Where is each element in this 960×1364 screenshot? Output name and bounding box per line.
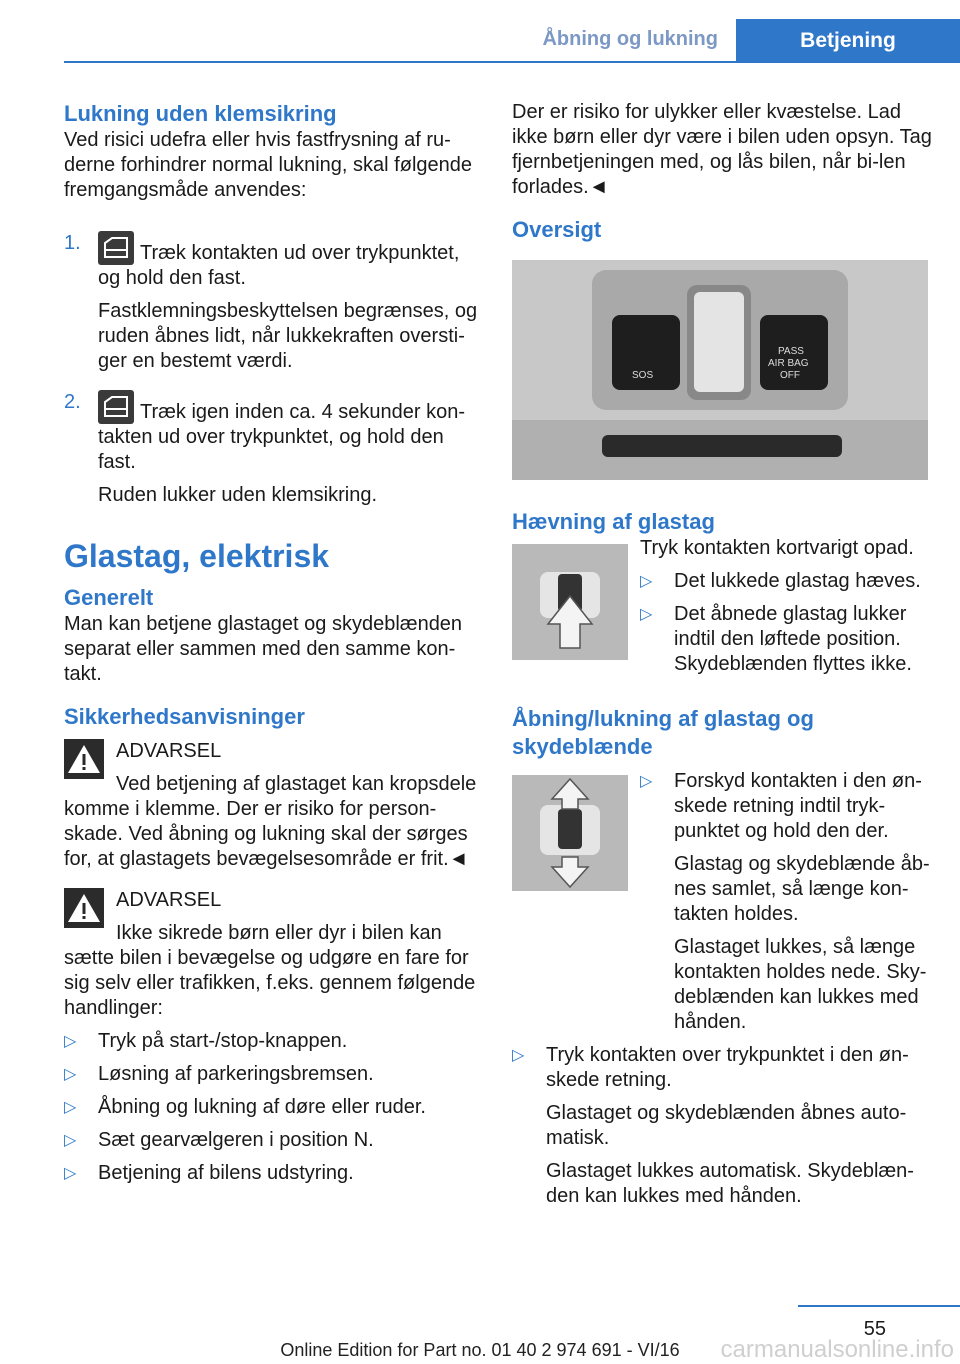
- warning-icon: [64, 739, 104, 779]
- heading-aabning: Åbning/lukning af glastag og skydeblænde: [512, 706, 814, 759]
- warning-1-text: Ved betjening af glastaget kan kropsdele: [116, 773, 477, 795]
- warning-1: [64, 739, 484, 872]
- list-item: ▷ Løsning af parkeringsbremsen.: [64, 1063, 374, 1085]
- airbag-label: AIR BAG: [768, 358, 809, 369]
- step-1-text: Træk kontakten ud over trykpunktet, og hold den fast.: [98, 242, 460, 289]
- heading-generelt: Generelt: [64, 585, 154, 610]
- warning-1-continued: komme i klemme. Der er risiko for person-skade. Ved åbning og lukning skal der sørges for, at glastagets bevægelsesområde er frit.◄: [64, 798, 469, 870]
- slide-switch-image: [512, 775, 628, 891]
- warning-2: [64, 888, 484, 1021]
- step-1-subtext: Fastklemningsbeskyttelsen begrænses, og ruden åbnes lidt, når lukkekraften oversti-ger en bestemt værdi.: [98, 300, 478, 372]
- watermark: carmanualsonline.info: [720, 1336, 954, 1363]
- triangle-bullet-icon: ▷: [640, 773, 653, 790]
- triangle-bullet-icon: ▷: [640, 573, 653, 590]
- list-item: ▷ Sæt gearvælgeren i position N.: [64, 1129, 374, 1151]
- window-switch-icon: [98, 390, 134, 424]
- list-item: ▷ Tryk på start-/stop-knappen.: [64, 1030, 348, 1052]
- triangle-bullet-icon: ▷: [640, 606, 653, 623]
- list-item: ▷ Det åbnede glastag lukker indtil den løftede position. Skydeblænden flyttes ikke.: [640, 603, 912, 675]
- list-item: ▷ Tryk kontakten over trykpunktet i den øn-skede retning. Glastaget og skydeblænden åbnes auto-matisk. Glastaget lukkes automatisk. Skydeblæn-den kan lukkes med hånden.: [512, 1044, 914, 1207]
- footer-rule: [798, 1305, 960, 1307]
- heading-oversigt: Oversigt: [512, 217, 602, 242]
- header-chapter-tab: Betjening: [736, 19, 960, 63]
- list-item: ▷ Betjening af bilens udstyring.: [64, 1162, 354, 1184]
- heading-glastag: Glastag, elektrisk: [64, 538, 330, 574]
- pass-label: PASS: [778, 346, 804, 357]
- triangle-bullet-icon: ▷: [64, 1132, 77, 1149]
- triangle-bullet-icon: ▷: [64, 1099, 77, 1116]
- paragraph-intro: Der er risiko for ulykker eller kvæstelse. Lad ikke børn eller dyr være i bilen uden opsyn. Tag fjernbetjeningen med, og lås bilen, når bi-len forlades.◄: [512, 101, 932, 198]
- paragraph-generelt: Man kan betjene glastaget og skydeblænden separat eller sammen med den samme kon-takt.: [64, 613, 463, 685]
- window-switch-icon: [98, 231, 134, 265]
- header-section-title: Åbning og lukning: [542, 28, 718, 50]
- list-item: ▷ Det lukkede glastag hæves.: [640, 570, 921, 592]
- triangle-bullet-icon: ▷: [64, 1066, 77, 1083]
- step-2-number: 2.: [64, 391, 81, 413]
- paragraph-lukning: Ved risici udefra eller hvis fastfrysning af ru-derne forhindrer normal lukning, skal følgende fremgangsmåde anvendes:: [64, 129, 472, 201]
- left-column: [64, 100, 484, 1186]
- warning-icon: [64, 888, 104, 928]
- list-item: ▷ Åbning og lukning af døre eller ruder.: [64, 1096, 426, 1118]
- step-2: [64, 390, 484, 508]
- overview-photo: [512, 260, 928, 480]
- triangle-bullet-icon: ▷: [64, 1165, 77, 1182]
- raise-switch-image: [512, 544, 628, 660]
- sos-label: SOS: [632, 370, 654, 381]
- warning-1-title: ADVARSEL: [116, 740, 222, 762]
- step-1: [64, 231, 484, 374]
- off-label: OFF: [780, 370, 800, 381]
- step-2-text: Træk igen inden ca. 4 sekunder kon-takten ud over trykpunktet, og hold den fast.: [98, 401, 465, 473]
- paragraph-haevning: Tryk kontakten kortvarigt opad.: [640, 537, 914, 559]
- header-rule: [64, 61, 960, 63]
- triangle-bullet-icon: ▷: [512, 1047, 525, 1064]
- warning-2-continued: sætte bilen i bevægelse og udgøre en fare for sig selv eller trafikken, f.eks. gennem følgende handlinger:: [64, 947, 476, 1019]
- right-column: [512, 100, 932, 1209]
- warning-2-title: ADVARSEL: [116, 889, 222, 911]
- heading-sikkerhed: Sikkerhedsanvisninger: [64, 704, 305, 729]
- step-2-subtext: Ruden lukker uden klemsikring.: [98, 484, 378, 506]
- heading-haevning: Hævning af glastag: [512, 509, 715, 534]
- triangle-bullet-icon: ▷: [64, 1033, 77, 1050]
- list-item: ▷ Forskyd kontakten i den øn-skede retning indtil tryk-punktet og hold den der. Glastag og skydeblænde åb-nes samlet, så længe kon-takten holdes. Glastaget lukkes, så længe kontakten holdes nede. Sky-deblænden kan lukkes med hånden.: [640, 770, 930, 1033]
- page-number: 55: [863, 1318, 886, 1340]
- warning-2-text: Ikke sikrede børn eller dyr i bilen kan: [116, 922, 442, 944]
- step-1-number: 1.: [64, 232, 81, 254]
- edition-text: Online Edition for Part no. 01 40 2 974 691 - VI/16: [280, 1340, 680, 1360]
- heading-lukning: Lukning uden klemsikring: [64, 101, 337, 126]
